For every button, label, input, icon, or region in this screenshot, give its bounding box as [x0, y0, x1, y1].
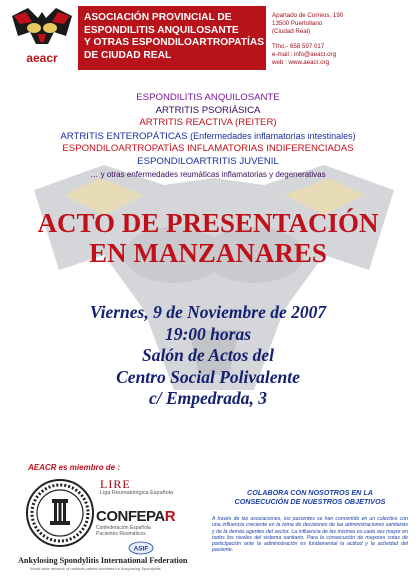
collaborate-heading-line: COLABORA CON NOSOTROS EN LA — [247, 488, 373, 497]
event-details — [20, 302, 396, 410]
contact-phone: Tfno.- 658 597 017 — [272, 43, 325, 50]
title-line: ACTO DE PRESENTACIÓN — [37, 208, 379, 238]
confepar-subtitle: Pacientes Reumáticos — [96, 531, 146, 537]
aeacr-logo — [10, 6, 74, 68]
confepar-subtitle: Confederación Española — [96, 525, 151, 531]
disease-item: ARTRITIS PSORIÁSICA — [155, 104, 261, 116]
lire-name: LIRE — [100, 477, 131, 491]
contact-address: Apartado de Correos, 190 — [272, 12, 344, 19]
confepar-logo — [96, 508, 206, 537]
disease-item: ESPONDILITIS ANQUILOSANTE — [136, 92, 280, 103]
collaborate-heading-line: CONSECUCIÓN DE NUESTROS OBJETIVOS — [234, 497, 386, 506]
contact-email[interactable]: e-mail : info@aeacr.org — [272, 51, 337, 58]
contact-info — [272, 12, 412, 67]
event-venue: Salón de Actos del — [141, 345, 275, 365]
title-line: EN MANZANARES — [89, 238, 327, 268]
disease-other: … y otras enfermedades reumáticas inflamatorias y degenerativas — [90, 169, 326, 179]
contact-web[interactable]: web : www.aeacr.org — [272, 59, 330, 66]
diseases-list — [40, 92, 376, 181]
organization-name-box — [78, 6, 266, 70]
logo-text: aeacr — [26, 51, 58, 65]
asif-logo — [128, 541, 154, 555]
confepar-r: R — [164, 508, 176, 525]
disease-item: ARTRITIS ENTEROPÁTICAS — [60, 130, 188, 142]
disease-item: ARTRITIS REACTIVA (REITER) — [139, 117, 277, 129]
federation-seal-icon — [24, 477, 96, 549]
disease-note: (Enfermedades inflamatorias intestinales) — [187, 130, 356, 141]
org-line: DE CIUDAD REAL — [84, 49, 172, 61]
disease-item: ESPONDILOARTRITIS JUVENIL — [137, 155, 279, 167]
contact-city: 13500 Puertollano — [272, 20, 323, 27]
member-of-label: AEACR es miembro de : — [28, 463, 121, 472]
asif-name: Ankylosing Spondylitis International Federation — [18, 556, 188, 565]
collaborate-heading — [214, 488, 406, 506]
org-line: Y OTRAS ESPONDILOARTROPATÍAS — [84, 37, 264, 48]
lire-logo — [100, 477, 200, 496]
org-line: ESPONDILITIS ANQUILOSANTE — [84, 24, 239, 36]
asif-tagline: World wide network of national patient societies for Ankylosing Spondylitis — [30, 566, 161, 571]
event-time: 19:00 horas — [164, 323, 252, 344]
org-line: ASOCIACIÓN PROVINCIAL DE — [84, 12, 232, 23]
collaborate-paragraph: A través de las asociaciones, los pacientes se han convertido en un colectivo con una influencia creciente en la toma de decisiones de las administraciones sanitarias y de la demás agentes del sector. La influencia de las mismas es cada vez mayor en todos los niveles del sistema sanitario. Para la consecución de mayores cotas de participación ante la administración es fundamental la actitud y la actividad del paciente. — [212, 516, 408, 554]
disease-item: ESPONDILOARTROPATÍAS INFLAMATORIAS INDIFERENCIADAS — [62, 143, 354, 155]
asif-text: ASIF — [133, 545, 149, 553]
contact-province: (Ciudad Real) — [272, 28, 311, 35]
event-title — [10, 208, 406, 268]
event-date: Viernes, 9 de Noviembre de 2007 — [89, 302, 327, 322]
lire-subtitle: Liga Reumatológica Española — [100, 490, 174, 496]
event-venue: Centro Social Polivalente — [116, 366, 300, 387]
event-address: c/ Empedrada, 3 — [148, 388, 268, 408]
confepar-name: CONFEPA — [96, 508, 165, 525]
